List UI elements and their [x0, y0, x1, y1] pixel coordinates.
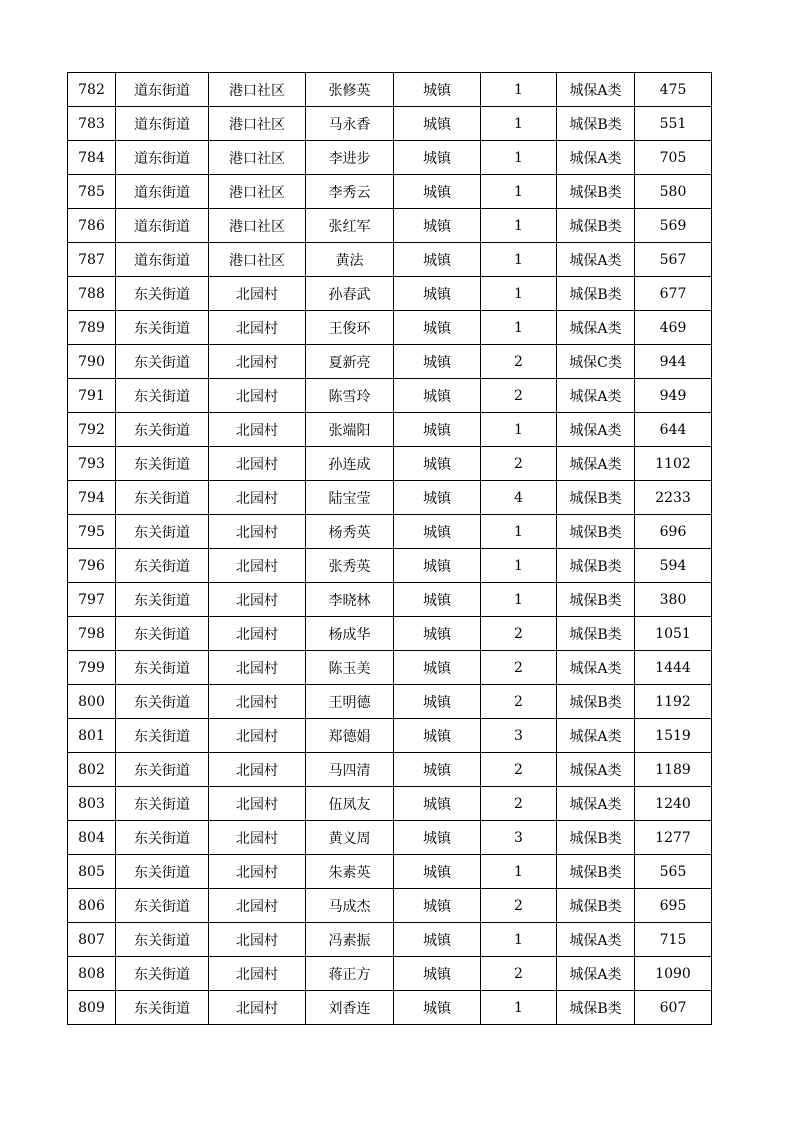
community-cell: 港口社区: [209, 243, 306, 277]
street-cell: 东关街道: [116, 549, 209, 583]
amount-cell: 475: [635, 73, 712, 107]
serial-number-cell: 790: [68, 345, 116, 379]
serial-number-cell: 788: [68, 277, 116, 311]
amount-cell: 696: [635, 515, 712, 549]
table-row: [68, 583, 712, 617]
amount-cell: 594: [635, 549, 712, 583]
area-type-cell: 城镇: [394, 379, 481, 413]
serial-number-cell: 808: [68, 957, 116, 991]
insurance-category-cell: 城保B类: [557, 175, 635, 209]
name-cell: 李进步: [306, 141, 394, 175]
name-cell: 刘香连: [306, 991, 394, 1025]
amount-cell: 944: [635, 345, 712, 379]
insurance-category-cell: 城保B类: [557, 107, 635, 141]
household-size-cell: 1: [481, 583, 557, 617]
household-size-cell: 2: [481, 651, 557, 685]
household-size-cell: 3: [481, 719, 557, 753]
name-cell: 黄义周: [306, 821, 394, 855]
table-row: [68, 141, 712, 175]
serial-number-cell: 786: [68, 209, 116, 243]
name-cell: 朱素英: [306, 855, 394, 889]
area-type-cell: 城镇: [394, 141, 481, 175]
name-cell: 张端阳: [306, 413, 394, 447]
amount-cell: 644: [635, 413, 712, 447]
community-cell: 港口社区: [209, 141, 306, 175]
area-type-cell: 城镇: [394, 209, 481, 243]
insurance-category-cell: 城保A类: [557, 923, 635, 957]
community-cell: 港口社区: [209, 73, 306, 107]
serial-number-cell: 787: [68, 243, 116, 277]
street-cell: 东关街道: [116, 923, 209, 957]
serial-number-cell: 795: [68, 515, 116, 549]
area-type-cell: 城镇: [394, 923, 481, 957]
household-size-cell: 2: [481, 447, 557, 481]
table-row: [68, 447, 712, 481]
community-cell: 北园村: [209, 447, 306, 481]
table-row: [68, 379, 712, 413]
table-row: [68, 991, 712, 1025]
name-cell: 马四清: [306, 753, 394, 787]
household-size-cell: 1: [481, 549, 557, 583]
street-cell: 东关街道: [116, 379, 209, 413]
serial-number-cell: 785: [68, 175, 116, 209]
name-cell: 马成杰: [306, 889, 394, 923]
community-cell: 北园村: [209, 685, 306, 719]
street-cell: 道东街道: [116, 209, 209, 243]
community-cell: 北园村: [209, 923, 306, 957]
area-type-cell: 城镇: [394, 447, 481, 481]
area-type-cell: 城镇: [394, 719, 481, 753]
name-cell: 张秀英: [306, 549, 394, 583]
name-cell: 蒋正方: [306, 957, 394, 991]
serial-number-cell: 800: [68, 685, 116, 719]
serial-number-cell: 803: [68, 787, 116, 821]
amount-cell: 1090: [635, 957, 712, 991]
table-body: [68, 73, 712, 1025]
insurance-category-cell: 城保A类: [557, 73, 635, 107]
area-type-cell: 城镇: [394, 515, 481, 549]
household-size-cell: 1: [481, 311, 557, 345]
area-type-cell: 城镇: [394, 617, 481, 651]
street-cell: 东关街道: [116, 855, 209, 889]
table-row: [68, 821, 712, 855]
area-type-cell: 城镇: [394, 991, 481, 1025]
serial-number-cell: 789: [68, 311, 116, 345]
community-cell: 北园村: [209, 753, 306, 787]
serial-number-cell: 793: [68, 447, 116, 481]
table-row: [68, 651, 712, 685]
serial-number-cell: 806: [68, 889, 116, 923]
insurance-category-cell: 城保B类: [557, 855, 635, 889]
area-type-cell: 城镇: [394, 243, 481, 277]
serial-number-cell: 799: [68, 651, 116, 685]
street-cell: 东关街道: [116, 583, 209, 617]
amount-cell: 1051: [635, 617, 712, 651]
area-type-cell: 城镇: [394, 753, 481, 787]
insurance-category-cell: 城保A类: [557, 311, 635, 345]
street-cell: 东关街道: [116, 719, 209, 753]
insurance-category-cell: 城保B类: [557, 685, 635, 719]
household-size-cell: 1: [481, 107, 557, 141]
area-type-cell: 城镇: [394, 175, 481, 209]
area-type-cell: 城镇: [394, 481, 481, 515]
name-cell: 杨成华: [306, 617, 394, 651]
household-size-cell: 2: [481, 617, 557, 651]
insurance-category-cell: 城保A类: [557, 141, 635, 175]
amount-cell: 380: [635, 583, 712, 617]
name-cell: 李晓林: [306, 583, 394, 617]
insurance-category-cell: 城保B类: [557, 889, 635, 923]
area-type-cell: 城镇: [394, 345, 481, 379]
community-cell: 港口社区: [209, 107, 306, 141]
community-cell: 北园村: [209, 617, 306, 651]
serial-number-cell: 791: [68, 379, 116, 413]
household-size-cell: 1: [481, 141, 557, 175]
serial-number-cell: 804: [68, 821, 116, 855]
household-size-cell: 2: [481, 753, 557, 787]
household-size-cell: 2: [481, 345, 557, 379]
household-size-cell: 2: [481, 685, 557, 719]
street-cell: 东关街道: [116, 277, 209, 311]
table-row: [68, 413, 712, 447]
street-cell: 东关街道: [116, 889, 209, 923]
insurance-category-cell: 城保B类: [557, 991, 635, 1025]
household-size-cell: 2: [481, 957, 557, 991]
name-cell: 张修英: [306, 73, 394, 107]
insurance-category-cell: 城保A类: [557, 379, 635, 413]
area-type-cell: 城镇: [394, 855, 481, 889]
street-cell: 东关街道: [116, 991, 209, 1025]
community-cell: 北园村: [209, 583, 306, 617]
amount-cell: 949: [635, 379, 712, 413]
name-cell: 郑德娟: [306, 719, 394, 753]
household-size-cell: 1: [481, 243, 557, 277]
community-cell: 北园村: [209, 787, 306, 821]
amount-cell: 1444: [635, 651, 712, 685]
amount-cell: 1192: [635, 685, 712, 719]
insurance-category-cell: 城保B类: [557, 209, 635, 243]
name-cell: 张红军: [306, 209, 394, 243]
household-size-cell: 1: [481, 209, 557, 243]
community-cell: 北园村: [209, 957, 306, 991]
serial-number-cell: 784: [68, 141, 116, 175]
document-table-container: [67, 72, 711, 1025]
community-cell: 北园村: [209, 651, 306, 685]
street-cell: 道东街道: [116, 175, 209, 209]
insurance-category-cell: 城保B类: [557, 277, 635, 311]
area-type-cell: 城镇: [394, 311, 481, 345]
serial-number-cell: 805: [68, 855, 116, 889]
community-cell: 北园村: [209, 379, 306, 413]
insurance-category-cell: 城保B类: [557, 481, 635, 515]
community-cell: 北园村: [209, 277, 306, 311]
name-cell: 陈雪玲: [306, 379, 394, 413]
household-size-cell: 2: [481, 787, 557, 821]
insurance-category-cell: 城保A类: [557, 753, 635, 787]
street-cell: 东关街道: [116, 753, 209, 787]
community-cell: 北园村: [209, 345, 306, 379]
amount-cell: 705: [635, 141, 712, 175]
insurance-category-cell: 城保A类: [557, 413, 635, 447]
street-cell: 道东街道: [116, 141, 209, 175]
area-type-cell: 城镇: [394, 73, 481, 107]
serial-number-cell: 798: [68, 617, 116, 651]
table-row: [68, 345, 712, 379]
insurance-category-cell: 城保B类: [557, 549, 635, 583]
street-cell: 道东街道: [116, 243, 209, 277]
street-cell: 东关街道: [116, 481, 209, 515]
household-size-cell: 2: [481, 379, 557, 413]
table-row: [68, 175, 712, 209]
area-type-cell: 城镇: [394, 549, 481, 583]
community-cell: 北园村: [209, 821, 306, 855]
table-row: [68, 719, 712, 753]
serial-number-cell: 796: [68, 549, 116, 583]
name-cell: 孙春武: [306, 277, 394, 311]
amount-cell: 1102: [635, 447, 712, 481]
amount-cell: 469: [635, 311, 712, 345]
serial-number-cell: 807: [68, 923, 116, 957]
street-cell: 东关街道: [116, 787, 209, 821]
serial-number-cell: 801: [68, 719, 116, 753]
household-size-cell: 1: [481, 515, 557, 549]
amount-cell: 565: [635, 855, 712, 889]
table-row: [68, 889, 712, 923]
table-row: [68, 685, 712, 719]
household-size-cell: 3: [481, 821, 557, 855]
table-row: [68, 481, 712, 515]
name-cell: 冯素振: [306, 923, 394, 957]
insurance-category-cell: 城保A类: [557, 787, 635, 821]
insurance-category-cell: 城保C类: [557, 345, 635, 379]
area-type-cell: 城镇: [394, 651, 481, 685]
table-row: [68, 243, 712, 277]
area-type-cell: 城镇: [394, 889, 481, 923]
area-type-cell: 城镇: [394, 821, 481, 855]
community-cell: 北园村: [209, 311, 306, 345]
table-row: [68, 107, 712, 141]
street-cell: 东关街道: [116, 617, 209, 651]
street-cell: 道东街道: [116, 73, 209, 107]
community-cell: 北园村: [209, 549, 306, 583]
serial-number-cell: 792: [68, 413, 116, 447]
name-cell: 黄法: [306, 243, 394, 277]
table-row: [68, 209, 712, 243]
amount-cell: 677: [635, 277, 712, 311]
household-size-cell: 1: [481, 991, 557, 1025]
data-table: [67, 72, 712, 1025]
table-row: [68, 753, 712, 787]
area-type-cell: 城镇: [394, 685, 481, 719]
name-cell: 王俊环: [306, 311, 394, 345]
name-cell: 马永香: [306, 107, 394, 141]
area-type-cell: 城镇: [394, 583, 481, 617]
household-size-cell: 1: [481, 923, 557, 957]
household-size-cell: 1: [481, 175, 557, 209]
insurance-category-cell: 城保B类: [557, 821, 635, 855]
table-row: [68, 787, 712, 821]
name-cell: 陈玉美: [306, 651, 394, 685]
amount-cell: 1519: [635, 719, 712, 753]
table-row: [68, 311, 712, 345]
insurance-category-cell: 城保A类: [557, 719, 635, 753]
name-cell: 李秀云: [306, 175, 394, 209]
area-type-cell: 城镇: [394, 787, 481, 821]
amount-cell: 1277: [635, 821, 712, 855]
amount-cell: 1240: [635, 787, 712, 821]
household-size-cell: 2: [481, 889, 557, 923]
name-cell: 伍凤友: [306, 787, 394, 821]
street-cell: 东关街道: [116, 345, 209, 379]
amount-cell: 580: [635, 175, 712, 209]
insurance-category-cell: 城保B类: [557, 515, 635, 549]
serial-number-cell: 782: [68, 73, 116, 107]
community-cell: 北园村: [209, 413, 306, 447]
amount-cell: 2233: [635, 481, 712, 515]
insurance-category-cell: 城保A类: [557, 447, 635, 481]
street-cell: 东关街道: [116, 651, 209, 685]
street-cell: 道东街道: [116, 107, 209, 141]
amount-cell: 1189: [635, 753, 712, 787]
table-row: [68, 277, 712, 311]
area-type-cell: 城镇: [394, 277, 481, 311]
household-size-cell: 1: [481, 855, 557, 889]
serial-number-cell: 802: [68, 753, 116, 787]
name-cell: 杨秀英: [306, 515, 394, 549]
household-size-cell: 1: [481, 73, 557, 107]
community-cell: 北园村: [209, 481, 306, 515]
amount-cell: 567: [635, 243, 712, 277]
street-cell: 东关街道: [116, 821, 209, 855]
insurance-category-cell: 城保B类: [557, 583, 635, 617]
serial-number-cell: 797: [68, 583, 116, 617]
amount-cell: 695: [635, 889, 712, 923]
insurance-category-cell: 城保A类: [557, 651, 635, 685]
insurance-category-cell: 城保A类: [557, 957, 635, 991]
street-cell: 东关街道: [116, 515, 209, 549]
table-row: [68, 549, 712, 583]
community-cell: 港口社区: [209, 175, 306, 209]
insurance-category-cell: 城保A类: [557, 243, 635, 277]
amount-cell: 551: [635, 107, 712, 141]
serial-number-cell: 794: [68, 481, 116, 515]
name-cell: 夏新亮: [306, 345, 394, 379]
area-type-cell: 城镇: [394, 413, 481, 447]
table-row: [68, 923, 712, 957]
household-size-cell: 4: [481, 481, 557, 515]
name-cell: 陆宝莹: [306, 481, 394, 515]
community-cell: 北园村: [209, 889, 306, 923]
serial-number-cell: 809: [68, 991, 116, 1025]
name-cell: 王明德: [306, 685, 394, 719]
table-row: [68, 617, 712, 651]
table-row: [68, 855, 712, 889]
street-cell: 东关街道: [116, 413, 209, 447]
insurance-category-cell: 城保B类: [557, 617, 635, 651]
amount-cell: 715: [635, 923, 712, 957]
amount-cell: 569: [635, 209, 712, 243]
street-cell: 东关街道: [116, 957, 209, 991]
area-type-cell: 城镇: [394, 957, 481, 991]
area-type-cell: 城镇: [394, 107, 481, 141]
community-cell: 北园村: [209, 855, 306, 889]
household-size-cell: 1: [481, 413, 557, 447]
street-cell: 东关街道: [116, 311, 209, 345]
street-cell: 东关街道: [116, 685, 209, 719]
serial-number-cell: 783: [68, 107, 116, 141]
table-row: [68, 73, 712, 107]
community-cell: 北园村: [209, 719, 306, 753]
community-cell: 北园村: [209, 991, 306, 1025]
table-row: [68, 515, 712, 549]
table-row: [68, 957, 712, 991]
name-cell: 孙连成: [306, 447, 394, 481]
amount-cell: 607: [635, 991, 712, 1025]
street-cell: 东关街道: [116, 447, 209, 481]
community-cell: 港口社区: [209, 209, 306, 243]
community-cell: 北园村: [209, 515, 306, 549]
household-size-cell: 1: [481, 277, 557, 311]
